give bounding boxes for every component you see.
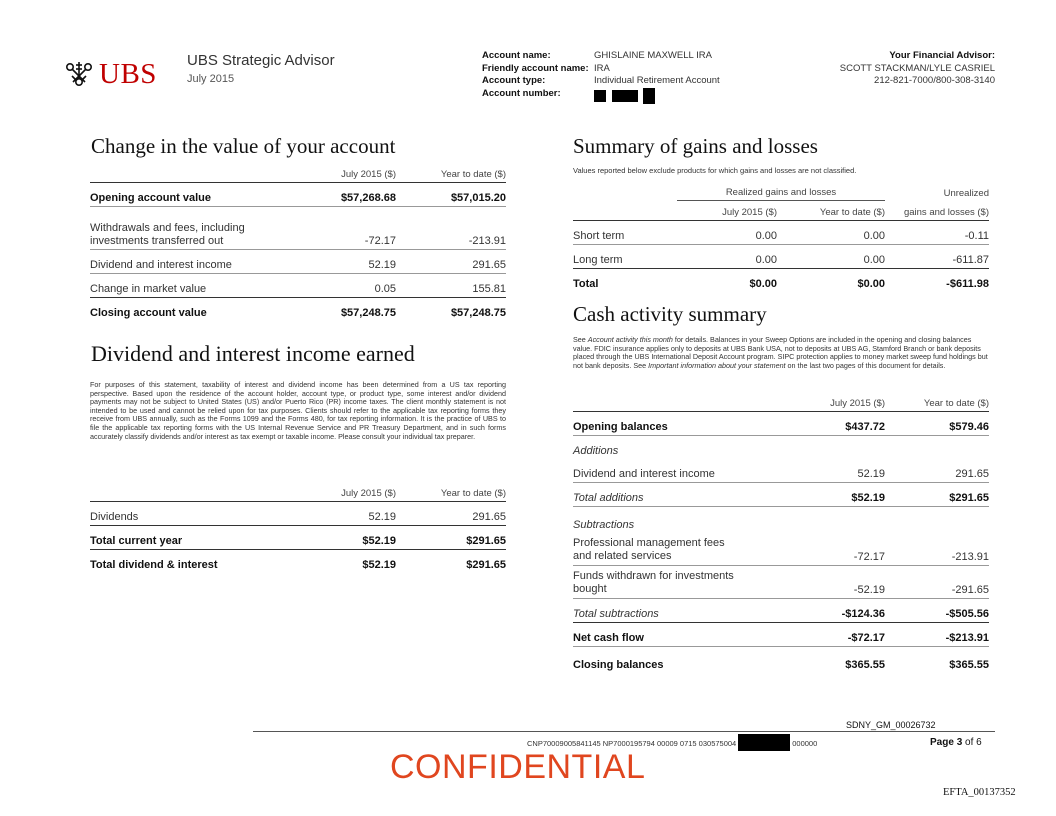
table-row bbox=[573, 412, 989, 436]
row-value: -291.65 bbox=[951, 584, 989, 596]
dividend-table bbox=[90, 482, 506, 573]
row-value: -52.19 bbox=[853, 584, 885, 596]
financial-advisor bbox=[840, 50, 995, 88]
row-value: 291.65 bbox=[472, 511, 506, 523]
table-header bbox=[573, 181, 989, 201]
row-label: Dividends bbox=[90, 511, 139, 523]
table-row bbox=[90, 298, 506, 322]
column-header: July 2015 ($) bbox=[722, 207, 777, 218]
change-value-title: Change in the value of your account bbox=[91, 134, 396, 158]
row-label: Opening account value bbox=[90, 192, 212, 204]
page-number: 3 bbox=[956, 737, 963, 748]
logo-wordmark: UBS bbox=[99, 57, 157, 90]
row-value: -213.91 bbox=[951, 551, 989, 563]
account-name-value: GHISLAINE MAXWELL IRA bbox=[594, 50, 712, 61]
row-label: Total subtractions bbox=[573, 608, 659, 620]
row-value: $291.65 bbox=[466, 535, 506, 547]
row-value: -72.17 bbox=[853, 551, 885, 563]
row-label: Opening balances bbox=[573, 421, 668, 433]
table-header bbox=[90, 482, 506, 502]
row-value: -$72.17 bbox=[847, 632, 885, 644]
section-row bbox=[573, 507, 989, 534]
ubs-keys-icon bbox=[62, 59, 96, 89]
footer-divider bbox=[253, 731, 995, 732]
cash-note-text: for details. Balances in your Sweep Options are included in the opening and closing balances value. FDIC insurance applies only to deposits at UBS Bank USA, not to deposits at UBS AG, Stamford Branch or bank deposits placed through the UBS International Deposit Account program. SIPC protection applies to money market sweep fund holdings but not bank deposits. See bbox=[573, 335, 988, 370]
table-row bbox=[573, 599, 989, 623]
account-type-label: Account type: bbox=[482, 75, 546, 86]
column-header: Year to date ($) bbox=[819, 207, 885, 218]
report-date: July 2015 bbox=[187, 73, 235, 85]
row-label: Funds withdrawn for investments bought bbox=[573, 570, 734, 595]
column-header: Year to date ($) bbox=[923, 398, 989, 409]
additions-heading: Additions bbox=[573, 445, 619, 457]
row-label: Closing account value bbox=[90, 307, 207, 319]
gains-title: Summary of gains and losses bbox=[573, 134, 818, 158]
account-type-value: Individual Retirement Account bbox=[594, 75, 720, 86]
row-value: 155.81 bbox=[472, 283, 506, 295]
dividend-title: Dividend and interest income earned bbox=[91, 341, 415, 366]
row-value: $0.00 bbox=[857, 278, 885, 290]
document-code-left: CNP70009005841145 NP7000195794 00009 0715 030575004 bbox=[527, 738, 737, 748]
row-label: Dividend and interest income bbox=[90, 259, 232, 271]
row-value: 0.00 bbox=[863, 254, 885, 266]
change-value-table bbox=[90, 163, 506, 321]
report-title: UBS Strategic Advisor bbox=[187, 52, 335, 69]
advisor-names: SCOTT STACKMAN/LYLE CASRIEL bbox=[839, 62, 995, 74]
row-label: Total dividend & interest bbox=[90, 559, 218, 571]
document-code-right: 000000 bbox=[792, 738, 818, 748]
realized-header: Realized gains and losses bbox=[677, 181, 885, 201]
gains-note: Values reported below exclude products for which gains and losses are not classified. bbox=[573, 166, 857, 175]
table-row bbox=[90, 207, 506, 250]
table-row bbox=[573, 647, 989, 674]
cash-title: Cash activity summary bbox=[573, 302, 767, 326]
row-value: 291.65 bbox=[472, 259, 506, 271]
table-row bbox=[573, 459, 989, 483]
advisor-heading: Your Financial Advisor: bbox=[889, 50, 995, 61]
page-of: of bbox=[965, 737, 974, 748]
table-row bbox=[90, 550, 506, 574]
row-label: Net cash flow bbox=[573, 632, 644, 644]
table-row bbox=[573, 533, 989, 566]
row-value: $291.65 bbox=[466, 559, 506, 571]
dividend-explanation: For purposes of this statement, taxability of interest and dividend income has been determined from a US tax reporting perspective. Based upon the residence of the account holder, account type, or product type, some interest and/or dividend payments may not be subject to United States (US) and/or Puerto Rico (PR) income taxes. The client monthly statement is not intended to be used and cannot be relied upon for tax purposes. Clients should refer to the applicable tax reporting forms they receive from UBS annually, such as the Forms 1099 and the Forms 480, for tax reporting information. It is the practice of UBS to file the applicable tax reporting forms with the US Internal Revenue Service and PR Treasury Department, and in such forms accurately classify dividends and/or interest as tax exempt or taxable income. Please consult your individual tax preparer. bbox=[90, 380, 506, 441]
row-value: -$124.36 bbox=[841, 608, 885, 620]
redaction-box bbox=[738, 734, 790, 751]
row-label: Withdrawals and fees, including investments transferred out bbox=[90, 222, 245, 247]
friendly-name-label: Friendly account name: bbox=[482, 62, 589, 74]
gains-table bbox=[573, 181, 989, 292]
row-value: $579.46 bbox=[949, 421, 989, 433]
row-value: $52.19 bbox=[362, 559, 396, 571]
table-header bbox=[573, 392, 989, 412]
table-row bbox=[573, 623, 989, 647]
table-row bbox=[90, 274, 506, 298]
column-header: Year to date ($) bbox=[440, 488, 506, 499]
row-value: $291.65 bbox=[949, 492, 989, 504]
cash-note-text: on the last two pages of this document for details. bbox=[785, 360, 946, 370]
row-value: $57,268.68 bbox=[340, 192, 396, 204]
cash-table bbox=[573, 392, 989, 673]
report-header bbox=[187, 52, 335, 85]
bates-number: SDNY_GM_00026732 bbox=[846, 720, 936, 730]
column-header: July 2015 ($) bbox=[830, 398, 885, 409]
row-value: $52.19 bbox=[851, 492, 885, 504]
cash-note-text: See bbox=[573, 335, 588, 344]
account-activity-ref: Account activity this month bbox=[587, 335, 673, 344]
row-label: Change in market value bbox=[90, 283, 207, 295]
page-total: 6 bbox=[976, 737, 982, 748]
unrealized-header: Unrealized bbox=[943, 187, 989, 199]
row-label: Dividend and interest income bbox=[573, 468, 715, 480]
row-value: $57,248.75 bbox=[340, 307, 396, 319]
row-value: $365.55 bbox=[949, 659, 989, 671]
row-value: 52.19 bbox=[368, 259, 396, 271]
table-row bbox=[573, 221, 989, 245]
table-header bbox=[90, 163, 506, 183]
table-row bbox=[573, 483, 989, 507]
row-label: Total current year bbox=[90, 535, 183, 547]
row-value: -$505.56 bbox=[945, 608, 989, 620]
column-header: July 2015 ($) bbox=[341, 488, 396, 499]
ubs-logo bbox=[62, 58, 172, 90]
confidential-stamp: CONFIDENTIAL bbox=[390, 748, 646, 786]
column-header: July 2015 ($) bbox=[341, 169, 396, 180]
table-header bbox=[573, 201, 989, 221]
row-value: 0.00 bbox=[755, 230, 777, 242]
column-header: gains and losses ($) bbox=[903, 207, 989, 218]
page-label: Page bbox=[930, 737, 954, 748]
row-label: Closing balances bbox=[573, 659, 664, 671]
subtractions-heading: Subtractions bbox=[573, 519, 635, 531]
cash-note bbox=[573, 336, 989, 370]
account-info bbox=[482, 50, 720, 104]
row-value: -0.11 bbox=[964, 230, 989, 242]
row-value: 0.00 bbox=[755, 254, 777, 266]
efta-number: EFTA_00137352 bbox=[943, 787, 1016, 798]
row-value: -611.87 bbox=[952, 254, 989, 266]
advisor-phone: 212-821-7000/800-308-3140 bbox=[874, 75, 995, 86]
row-value: 52.19 bbox=[368, 511, 396, 523]
row-value: -$213.91 bbox=[945, 632, 989, 644]
row-value: -72.17 bbox=[364, 235, 396, 247]
column-header: Year to date ($) bbox=[440, 169, 506, 180]
table-row bbox=[90, 250, 506, 274]
row-value: $57,015.20 bbox=[450, 192, 506, 204]
row-value: -213.91 bbox=[468, 235, 506, 247]
row-value: $52.19 bbox=[362, 535, 396, 547]
account-number-redacted bbox=[594, 88, 655, 104]
row-value: 0.05 bbox=[374, 283, 396, 295]
row-value: $0.00 bbox=[749, 278, 777, 290]
table-row bbox=[90, 183, 506, 207]
row-value: 52.19 bbox=[857, 468, 885, 480]
row-label: Long term bbox=[573, 254, 623, 266]
table-row bbox=[573, 269, 989, 293]
section-row bbox=[573, 436, 989, 460]
account-name-label: Account name: bbox=[482, 50, 551, 61]
row-label: Total additions bbox=[573, 492, 644, 504]
row-value: -$611.98 bbox=[946, 278, 989, 290]
page-indicator bbox=[930, 737, 982, 748]
row-label: Total bbox=[573, 278, 599, 290]
table-row bbox=[90, 502, 506, 526]
row-value: $365.55 bbox=[845, 659, 885, 671]
row-label: Short term bbox=[573, 230, 625, 242]
row-value: 291.65 bbox=[955, 468, 989, 480]
account-number-label: Account number: bbox=[482, 87, 561, 99]
row-label: Professional management fees and related services bbox=[573, 537, 725, 562]
row-value: $437.72 bbox=[845, 421, 885, 433]
table-row bbox=[90, 526, 506, 550]
important-info-ref: Important information about your statement bbox=[648, 360, 786, 370]
row-value: $57,248.75 bbox=[450, 307, 506, 319]
row-value: 0.00 bbox=[863, 230, 885, 242]
table-row bbox=[573, 245, 989, 269]
friendly-name-value: IRA bbox=[594, 62, 610, 74]
table-row bbox=[573, 566, 989, 599]
